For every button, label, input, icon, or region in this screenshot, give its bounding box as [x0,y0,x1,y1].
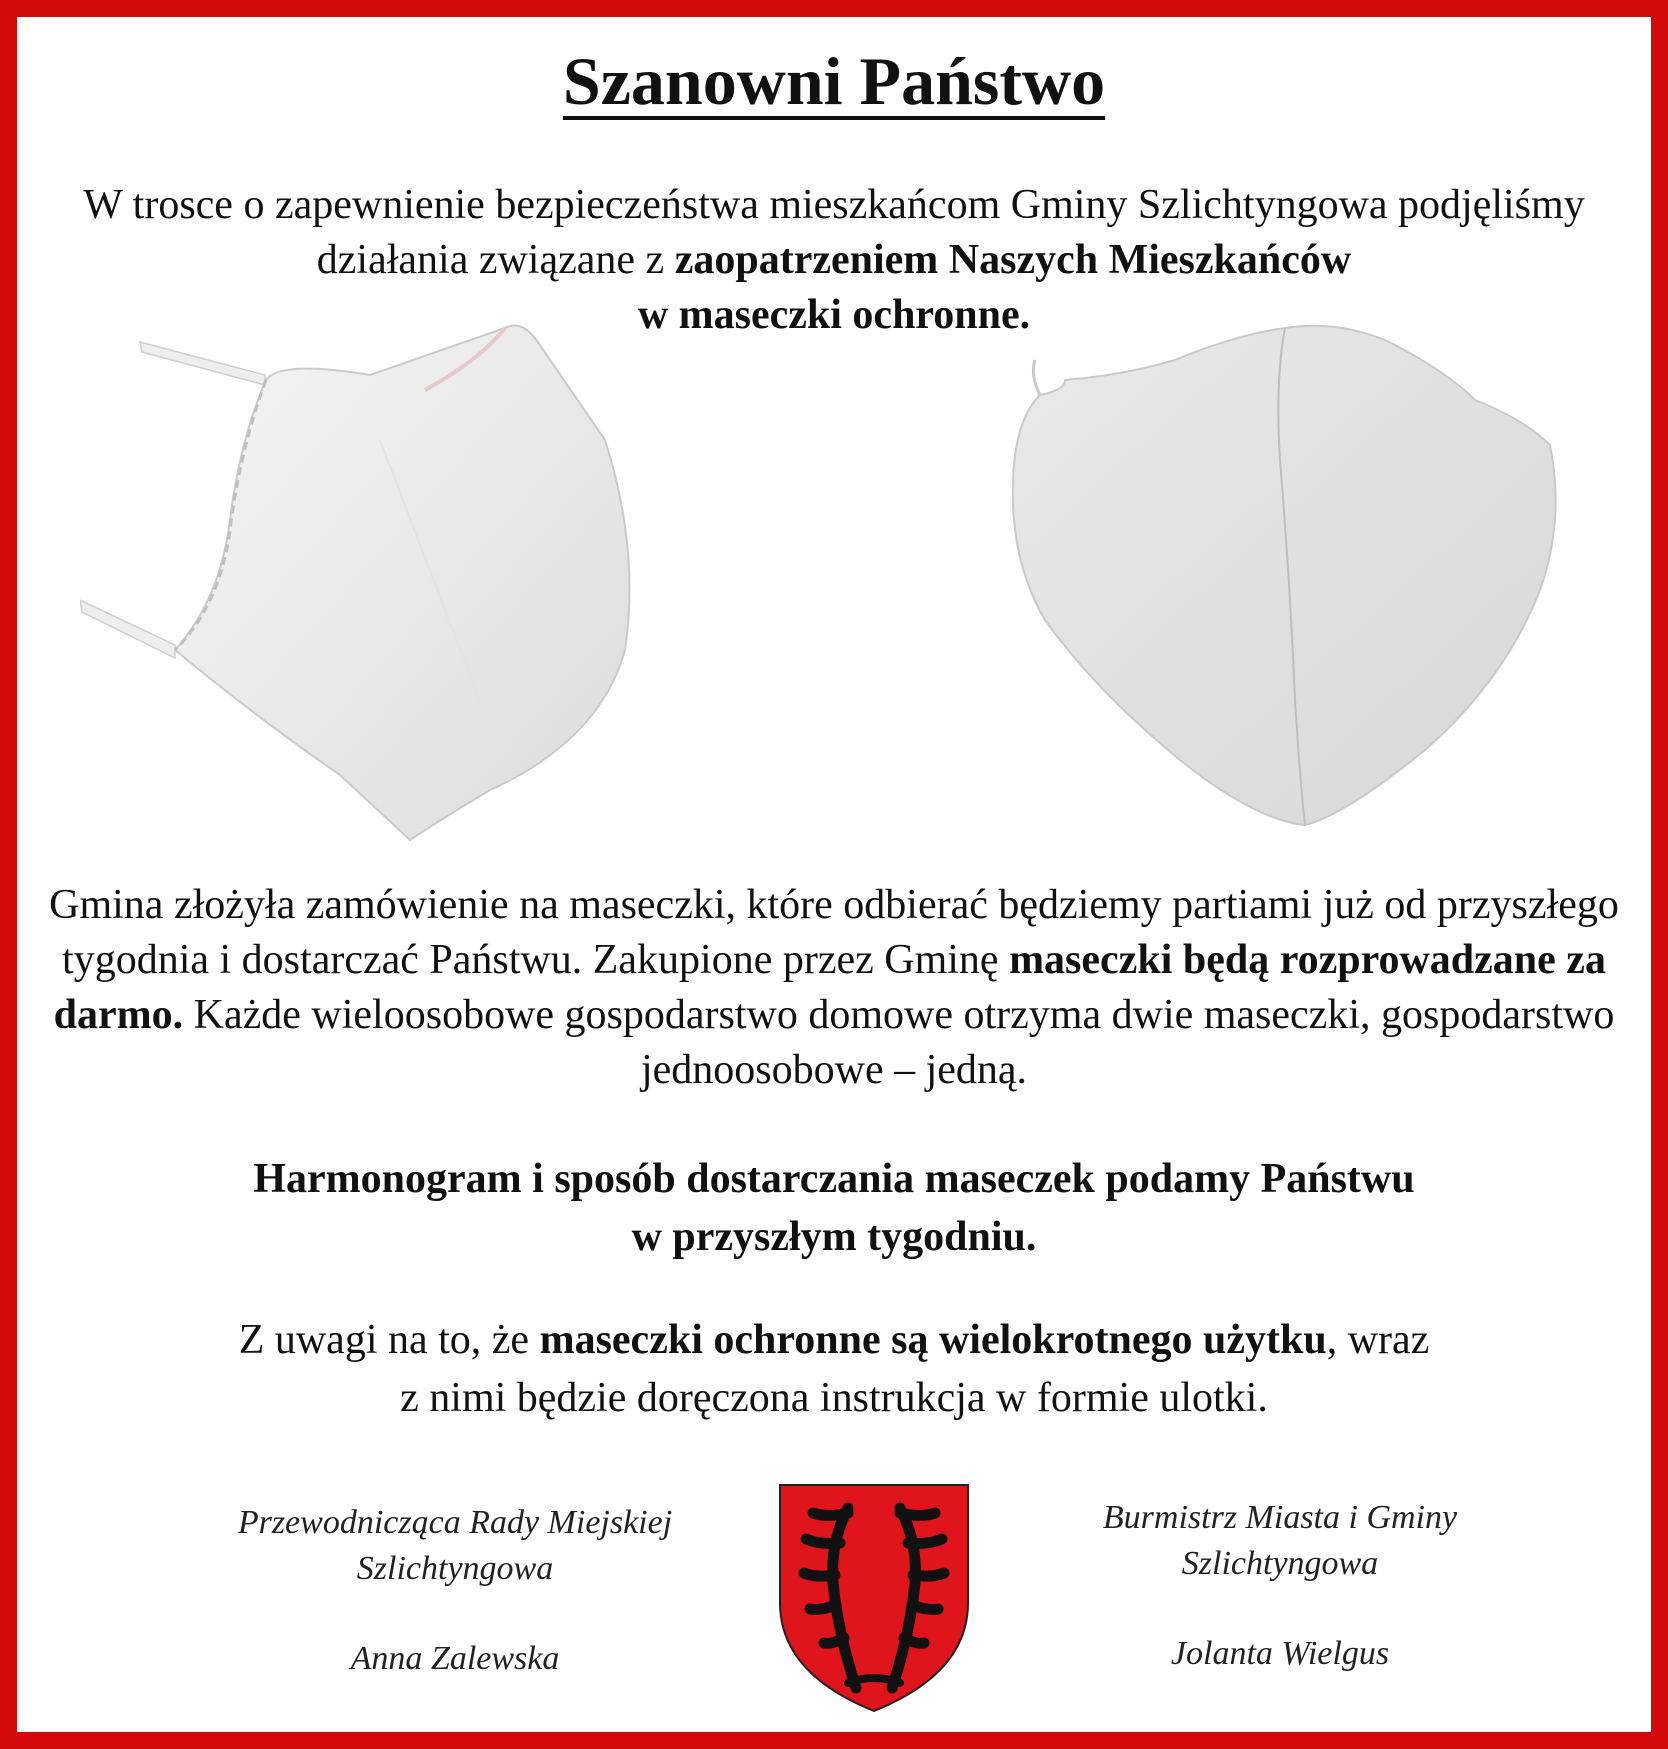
signature-right-name: Jolanta Wielgus [1170,1635,1390,1672]
signature-left [170,1500,740,1682]
signature-left-role-1: Przewodnicząca Rady Miejskiej [237,1504,673,1541]
schedule-line-2: w przyszłym tygodniu. [631,1214,1037,1260]
order-text-2: Każde wieloosobowe gospodarstwo domowe otrzyma dwie maseczki, gospodarstwo jednoosobowe – jedną. [183,992,1615,1093]
reuse-text: Z uwagi na to, że [238,1317,540,1363]
intro-bold-text-2: w maseczki ochronne. [637,292,1031,338]
intro-paragraph [60,178,1608,343]
signature-right-role-2: Szlichtyngowa [1181,1545,1379,1582]
reuse-paragraph [60,1311,1608,1427]
coat-of-arms-icon [778,1483,970,1713]
intro-text: W trosce o zapewnienie bezpieczeństwa mieszkańcom Gminy Szlichtyngowa podjęliśmy działania związane z [83,182,1585,283]
page-title: Szanowni Państwo [562,43,1106,119]
schedule-paragraph [60,1150,1608,1266]
mask-front-view-image [1005,320,1565,840]
signature-left-role-2: Szlichtyngowa [356,1550,554,1587]
signature-right-role-1: Burmistrz Miasta i Gminy [1102,1499,1458,1536]
order-paragraph [30,878,1638,1098]
reuse-text-2: , wraz [1326,1317,1430,1363]
order-bold-text: maseczki będą rozprowadzane za darmo. [53,937,1606,1038]
reuse-line-2: z nimi będzie doręczona instrukcja w formie ulotki. [400,1375,1268,1421]
order-text: Gmina złożyła zamówienie na maseczki, które odbierać będziemy partiami już od przyszłego tygodnia i dostarczać Państwu. Zakupione przez Gminę [49,882,1619,983]
signature-left-name: Anna Zalewska [350,1640,560,1677]
reuse-bold-text: maseczki ochronne są wielokrotnego użytku [539,1317,1327,1363]
mask-side-view-image [80,320,640,850]
intro-bold-text: zaopatrzeniem Naszych Mieszkańców [674,237,1352,283]
schedule-line-1: Harmonogram i sposób dostarczania maseczek podamy Państwu [253,1156,1415,1202]
signature-right [1005,1495,1555,1677]
